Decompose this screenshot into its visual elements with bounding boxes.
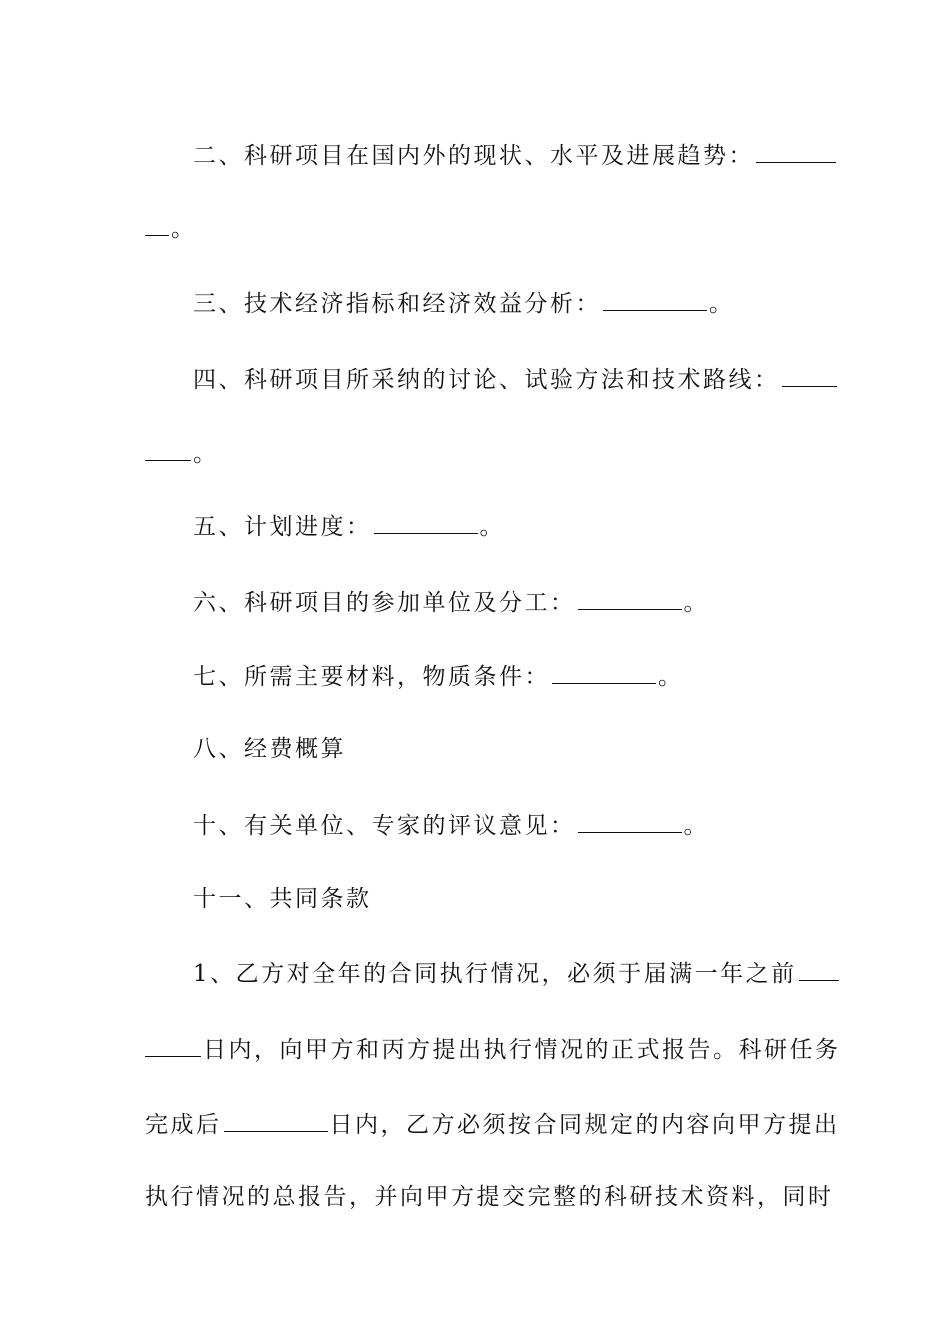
fill-blank[interactable] — [578, 810, 682, 833]
clause-1-line-2 — [145, 1034, 841, 1065]
section-3-end: 。 — [709, 291, 735, 317]
clause-1-line-3 — [145, 1109, 840, 1140]
section-2-end: 。 — [171, 216, 197, 242]
section-4-text: 四、科研项目所采纳的讨论、试验方法和技术路线： — [193, 367, 780, 393]
section-11-text: 十一、共同条款 — [193, 886, 372, 912]
section-4-continuation — [145, 438, 810, 469]
fill-blank[interactable] — [224, 1109, 328, 1132]
section-4-line — [193, 364, 810, 395]
fill-blank[interactable] — [145, 438, 191, 461]
section-10-end: 。 — [683, 813, 709, 839]
section-7-text: 七、所需主要材料，物质条件： — [193, 664, 550, 690]
fill-blank[interactable] — [578, 587, 682, 610]
clause-1-text-2: 日内，向甲方和丙方提出执行情况的正式报告。科研任务 — [203, 1037, 841, 1063]
section-8-text: 八、经费概算 — [193, 736, 346, 762]
section-5-line — [193, 511, 810, 542]
section-2-text: 二、科研项目在国内外的现状、水平及进展趋势： — [193, 143, 754, 169]
section-10-text: 十、有关单位、专家的评议意见： — [193, 813, 576, 839]
section-2-continuation — [145, 213, 810, 244]
section-6-line — [193, 587, 810, 618]
clause-1-text-3b: 日内，乙方必须按合同规定的内容向甲方提出 — [329, 1112, 840, 1138]
section-10-line — [193, 810, 810, 841]
fill-blank[interactable] — [552, 661, 656, 684]
fill-blank[interactable] — [782, 364, 837, 387]
clause-1-text-3a: 完成后 — [145, 1112, 222, 1138]
section-3-line — [193, 288, 810, 319]
clause-1-line-4 — [145, 1182, 834, 1212]
fill-blank[interactable] — [603, 288, 707, 311]
clause-1-text: 1、乙方对全年的合同执行情况，必须于届满一年之前 — [193, 961, 797, 987]
clause-1-text-4: 执行情况的总报告，并向甲方提交完整的科研技术资料，同时 — [145, 1184, 834, 1210]
fill-blank[interactable] — [756, 140, 836, 163]
section-6-end: 。 — [683, 590, 709, 616]
section-5-end: 。 — [479, 514, 505, 540]
clause-1-line — [193, 958, 810, 989]
section-11-heading — [193, 884, 810, 914]
section-6-text: 六、科研项目的参加单位及分工： — [193, 590, 576, 616]
section-3-text: 三、技术经济指标和经济效益分析： — [193, 291, 601, 317]
section-5-text: 五、计划进度： — [193, 514, 372, 540]
fill-blank[interactable] — [374, 511, 478, 534]
fill-blank[interactable] — [145, 213, 169, 236]
section-4-end: 。 — [193, 441, 219, 467]
fill-blank[interactable] — [799, 958, 839, 981]
section-8-line — [193, 734, 810, 764]
fill-blank[interactable] — [145, 1034, 201, 1057]
section-2-line — [193, 140, 810, 171]
section-7-end: 。 — [658, 664, 684, 690]
section-7-line — [193, 661, 810, 692]
